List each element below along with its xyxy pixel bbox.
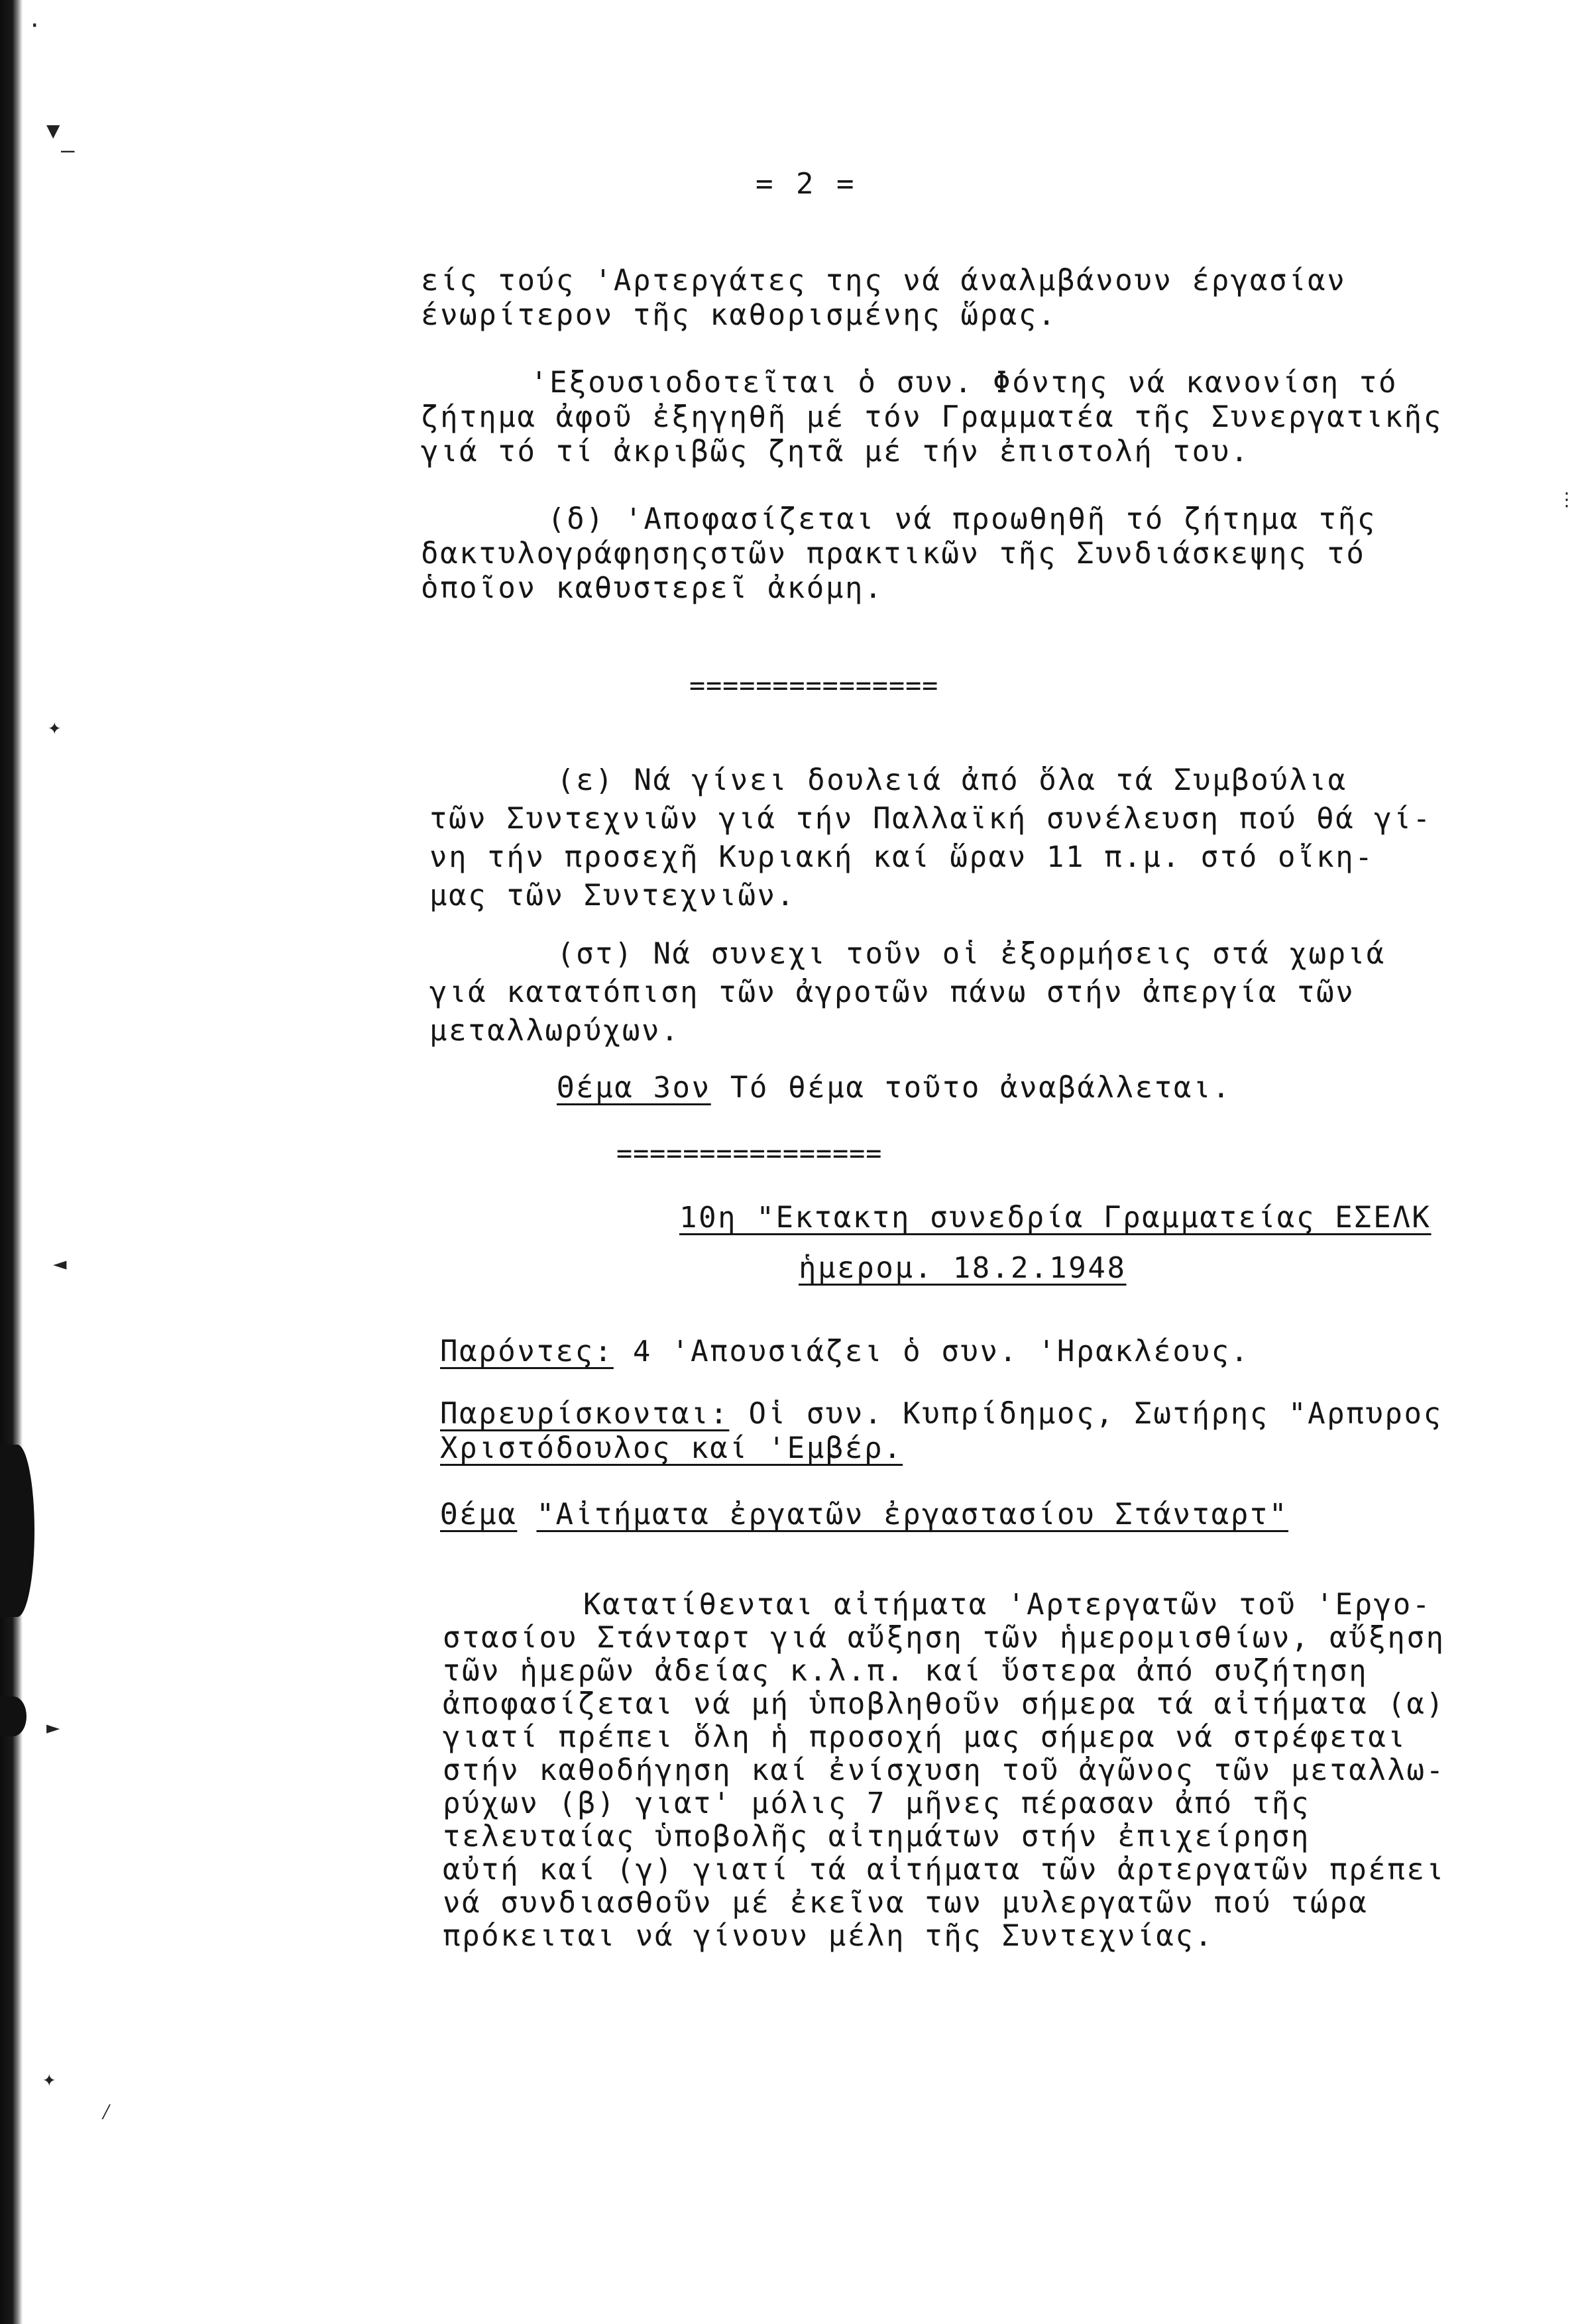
paragraph-line: νά συνδιασθοῦν μέ ἐκεῖνα των μυλεργατῶν πού τώρα	[443, 1886, 1369, 1920]
scan-edge-blob	[0, 1696, 27, 1736]
paragraph-line: τελευταίας ὑποβολῆς αἰτημάτων στήν ἐπιχείρηση	[443, 1820, 1311, 1854]
present-text: 4 'Απουσιάζει ὁ συν. 'Ηρακλέους.	[613, 1335, 1250, 1368]
theme-3-line	[557, 1071, 1231, 1105]
scan-edge-blob	[0, 1445, 34, 1617]
scan-mark: —	[61, 137, 75, 164]
present-line	[440, 1335, 1250, 1369]
theme-heading-label: Θέμα	[440, 1498, 518, 1531]
paragraph-line: μεταλλωρύχων.	[429, 1014, 681, 1048]
paragraph-line: νη τήν προσεχῆ Κυριακή καί ὥραν 11 π.μ. στό οἴκη-	[429, 840, 1375, 874]
theme-heading-line	[440, 1498, 1288, 1532]
paragraph-line: δακτυλογράφησηςστῶν πρακτικῶν τῆς Συνδιάσκεψης τό	[421, 537, 1366, 571]
scan-mark: ◄	[53, 1250, 67, 1277]
paragraph-line: Κατατίθενται αἰτήματα 'Αρτεργατῶν τοῦ 'Εργο-	[583, 1588, 1432, 1622]
theme-heading-gap	[517, 1498, 536, 1531]
attending-text: Οἱ συν. Κυπρίδημος, Σωτήρης "Αρπυρος	[729, 1397, 1443, 1431]
separator-rule: ================	[616, 1138, 883, 1169]
separator-rule: ===============	[689, 671, 939, 701]
session-title: 10η "Εκτακτη συνεδρία Γραμματείας ΕΣΕΛΚ	[679, 1201, 1432, 1235]
paragraph-line: τῶν Συντεχνιῶν γιά τήν Παλλαϊκή συνέλευση πού θά γί-	[429, 802, 1432, 836]
paragraph-line: ἀποφασίζεται νά μή ὑποβληθοῦν σήμερα τά αἰτήματα (α)	[443, 1687, 1445, 1721]
theme-heading-text: "Αἰτήματα ἐργατῶν ἐργαστασίου Στάνταρτ"	[536, 1498, 1288, 1531]
paragraph-line: στασίου Στάνταρτ γιά αὔξηση τῶν ἡμερομισθίων, αὔξηση	[443, 1621, 1445, 1655]
page-number: = 2 =	[756, 167, 857, 201]
paragraph-line: γιά κατατόπιση τῶν ἀγροτῶν πάνω στήν ἀπεργία τῶν	[429, 975, 1355, 1009]
paragraph-line: (δ) 'Αποφασίζεται νά προωθηθῆ τό ζήτημα τῆς	[547, 502, 1377, 536]
scan-mark: ·	[28, 13, 42, 39]
scan-mark: ⁄	[99, 2099, 113, 2125]
attending-line-2: Χριστόδουλος καί 'Εμβέρ.	[440, 1431, 903, 1465]
paragraph-line: μας τῶν Συντεχνιῶν.	[429, 879, 796, 913]
paragraph-line: 'Εξουσιοδοτεῖται ὁ συν. Φόντης νά κανονίση τό	[530, 366, 1398, 400]
scan-mark: ✦	[48, 714, 62, 740]
theme-3-label: Θέμα 3ον	[557, 1071, 711, 1105]
scan-mark: ⋮	[1557, 488, 1576, 510]
paragraph-line: τῶν ἡμερῶν ἀδείας κ.λ.π. καί ὕστερα ἀπό συζήτηση	[443, 1654, 1369, 1688]
paragraph-line: πρόκειται νά γίνουν μέλη τῆς Συντεχνίας.	[443, 1919, 1214, 1953]
paragraph-line: ὁποῖον καθυστερεῖ ἀκόμη.	[421, 571, 884, 605]
paragraph-line: γιατί πρέπει ὅλη ἡ προσοχή μας σήμερα νά στρέφεται	[443, 1720, 1407, 1754]
scan-mark: ✦	[42, 2066, 56, 2092]
paragraph-line: αὐτή καί (γ) γιατί τά αἰτήματα τῶν ἀρτεργατῶν πρέπει	[443, 1853, 1445, 1887]
scan-mark: ▼	[46, 117, 60, 144]
attending-line	[440, 1397, 1443, 1431]
paragraph-line: ρύχων (β) γιατ' μόλις 7 μῆνες πέρασαν ἀπό τῆς	[443, 1787, 1311, 1820]
paragraph-line: (στ) Νά συνεχι τοῦν οἱ ἐξορμήσεις στά χωριά	[557, 937, 1386, 971]
attending-label: Παρευρίσκονται:	[440, 1397, 730, 1431]
session-date: ἡμερομ. 18.2.1948	[799, 1251, 1127, 1285]
scan-mark: ►	[46, 1714, 60, 1741]
present-label: Παρόντες:	[440, 1335, 614, 1368]
paragraph-line: ζήτημα ἀφοῦ ἐξηγηθῆ μέ τόν Γραμματέα τῆς Συνεργατικῆς	[421, 400, 1443, 434]
theme-3-text: Τό θέμα τοῦτο ἀναβάλλεται.	[710, 1071, 1232, 1105]
paragraph-line: είς τούς 'Αρτεργάτες της νά άναλμβάνουν έργασίαν	[421, 264, 1347, 298]
paragraph-line: στήν καθοδήγηση καί ἐνίσχυση τοῦ ἀγῶνος τῶν μεταλλω-	[443, 1753, 1445, 1787]
paragraph-line: ένωρίτερον τῆς καθορισμένης ὥρας.	[421, 298, 1057, 332]
paragraph-line: (ε) Νά γίνει δουλειά ἀπό ὅλα τά Συμβούλια	[557, 763, 1347, 797]
scan-edge-shadow	[0, 0, 23, 2324]
paragraph-line: γιά τό τί ἀκριβῶς ζητᾶ μέ τήν ἐπιστολή του.	[421, 435, 1250, 469]
